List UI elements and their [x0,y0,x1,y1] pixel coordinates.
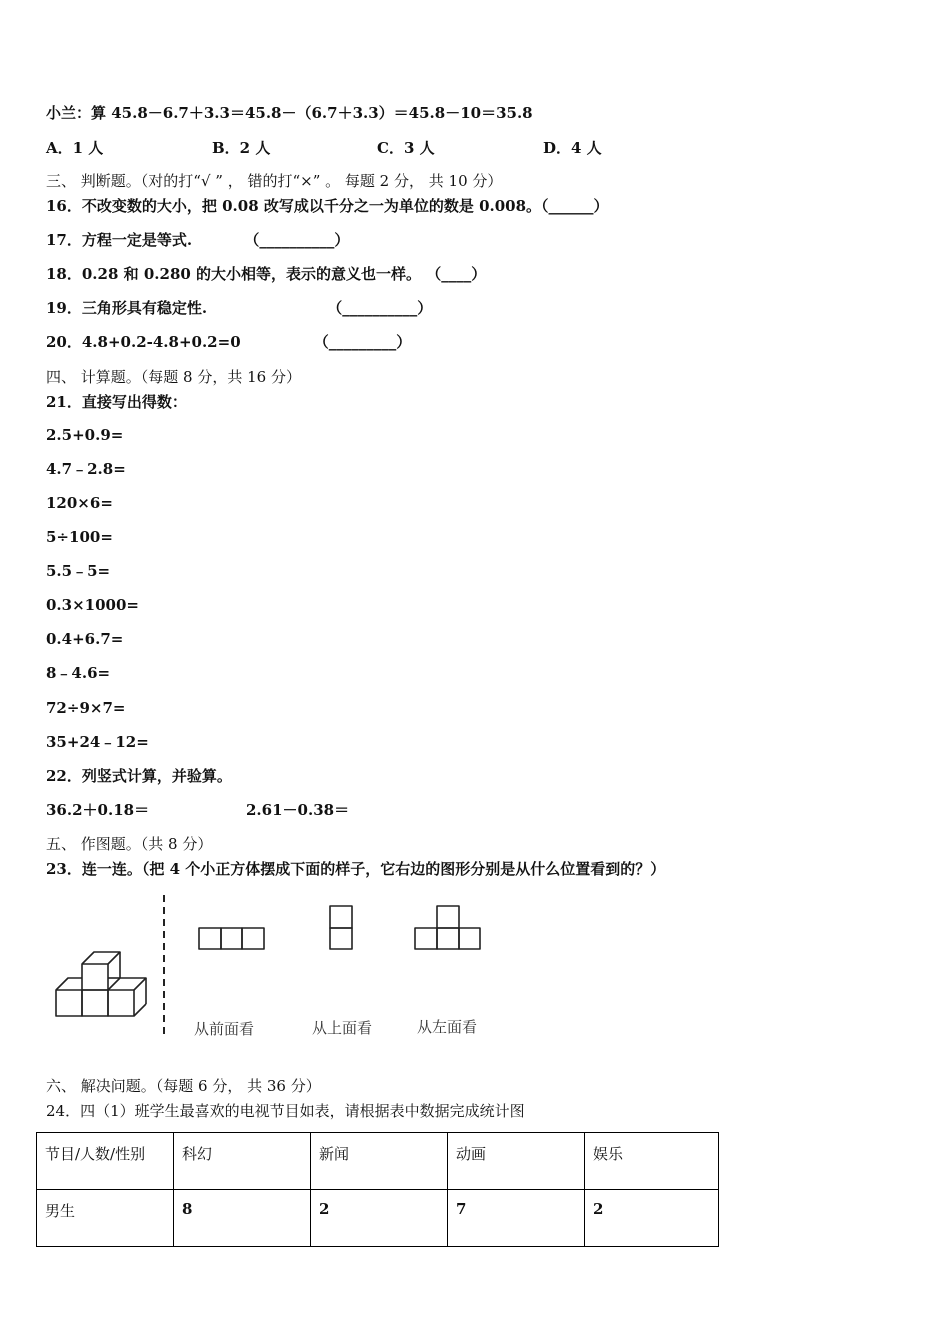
front-view-shape [199,928,264,949]
table-cell: 2 [311,1190,448,1247]
calc-item: 4.7﹣2.8= [46,460,126,478]
table-cell: 7 [448,1190,585,1247]
table-header-row [37,1133,719,1190]
table-cell: 男生 [37,1190,174,1247]
q21-title: 21．直接写出得数： [46,393,187,411]
q24-title: 24．四（1）班学生最喜欢的电视节目如表，请根据表中数据完成统计图 [46,1102,525,1120]
top-view-shape [330,906,352,949]
table-cell: 2 [585,1190,719,1247]
option-b: B．2 人 [212,139,271,157]
table-header-cell: 娱乐 [585,1133,719,1190]
calc-item: 35+24﹣12= [46,733,149,751]
intro-line: 小兰：算 45.8－6.7＋3.3＝45.8－（6.7＋3.3）＝45.8－10＝35.8 [46,104,533,122]
option-d: D．4 人 [543,139,602,157]
table-cell: 8 [174,1190,311,1247]
calc-item: 8﹣4.6= [46,664,111,682]
q22-title: 22．列竖式计算，并验算。 [46,767,232,785]
calc-item: 120×6= [46,494,113,512]
option-a: A．1 人 [46,139,104,157]
vertical-calc-1: 36.2＋0.18＝ [46,801,150,819]
section6-title: 六、 解决问题。（每题 6 分， 共 36 分） [46,1077,321,1095]
calc-item: 0.3×1000= [46,596,139,614]
table-row [37,1190,719,1247]
calc-item: 5.5﹣5= [46,562,111,580]
section4-title: 四、 计算题。（每题 8 分，共 16 分） [46,368,301,386]
calc-item: 2.5+0.9= [46,426,124,444]
judge-item-17: 17．方程一定是等式. （__________） [46,231,350,249]
view-label-left: 从左面看 [417,1018,478,1036]
option-c: C．3 人 [377,139,435,157]
table-header-cell: 节目/人数/性别 [37,1133,174,1190]
judge-item-18: 18．0.28 和 0.280 的大小相等，表示的意义也一样。 （____） [46,265,487,283]
table-header-cell: 科幻 [174,1133,311,1190]
judge-item-19: 19．三角形具有稳定性. （__________） [46,299,433,317]
section5-title: 五、 作图题。（共 8 分） [46,835,213,853]
stacked-cubes-drawing [56,952,146,1016]
vertical-calc-2: 2.61－0.38＝ [246,801,350,819]
table-header-cell: 新闻 [311,1133,448,1190]
tv-program-table [36,1132,719,1247]
section3-title: 三、 判断题。（对的打“√ ” ， 错的打“×” 。 每题 2 分， 共 10 分） [46,172,503,190]
judge-item-16: 16．不改变数的大小，把 0.08 改写成以千分之一为单位的数是 0.008。（______） [46,197,609,215]
calc-item: 0.4+6.7= [46,630,124,648]
calc-item: 5÷100= [46,528,113,546]
calc-item: 72÷9×7= [46,699,126,717]
judge-item-20: 20．4.8+0.2-4.8+0.2=0 （_________） [46,333,412,351]
view-label-front: 从前面看 [194,1020,255,1038]
view-label-top: 从上面看 [312,1019,373,1037]
table-header-cell: 动画 [448,1133,585,1190]
q23-title: 23．连一连。（把 4 个小正方体摆成下面的样子，它右边的图形分别是从什么位置看到的？） [46,860,666,878]
left-view-shape [415,906,480,949]
